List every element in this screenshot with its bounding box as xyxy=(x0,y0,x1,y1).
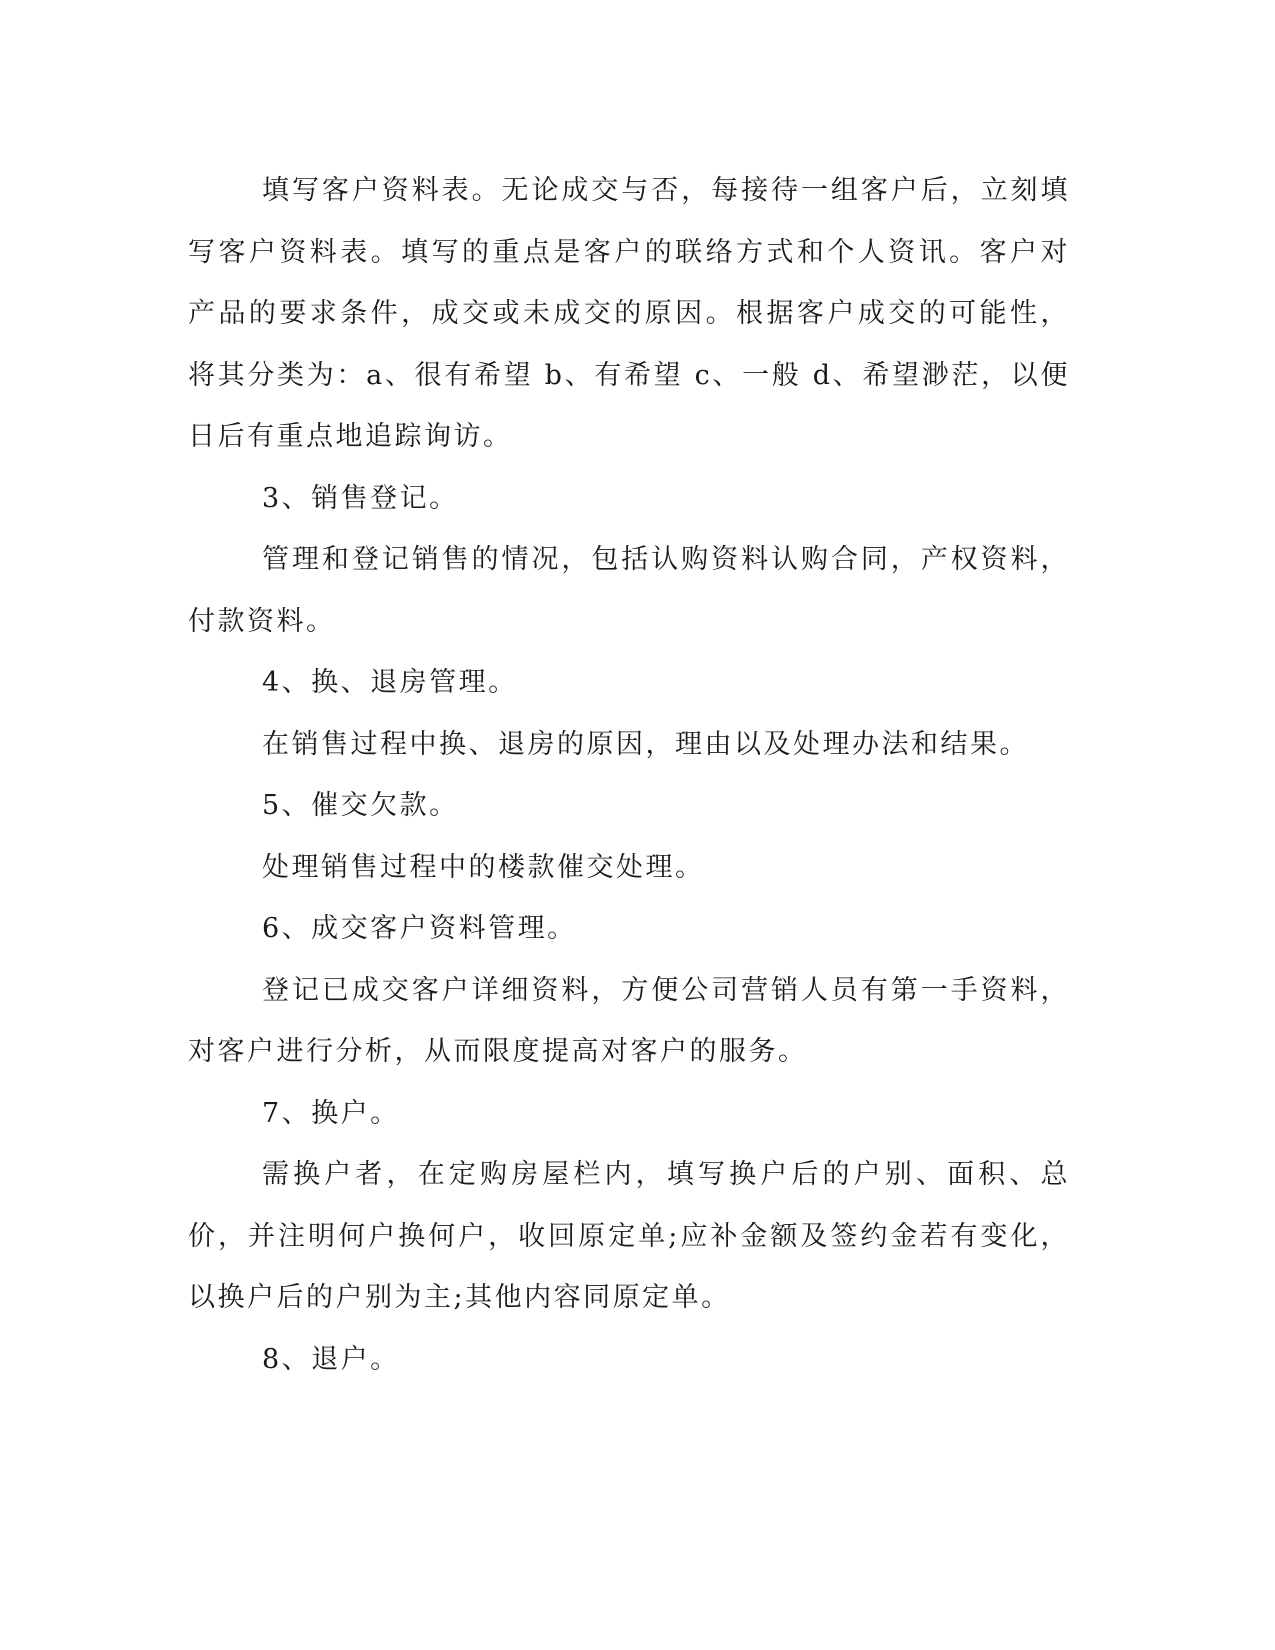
paragraph-exchange-refund: 在销售过程中换、退房的原因，理由以及处理办法和结果。 xyxy=(262,728,1029,760)
paragraph-payment-reminder: 处理销售过程中的楼款催交处理。 xyxy=(262,851,705,883)
paragraph-sales-registration: 管理和登记销售的情况，包括认购资料认购合同，产权资料，付款资料。 xyxy=(188,544,1070,637)
heading-payment-reminder: 5、催交欠款。 xyxy=(262,790,459,821)
heading-unit-refund: 8、退户。 xyxy=(262,1343,400,1375)
heading-sales-registration: 3、销售登记。 xyxy=(262,482,459,514)
paragraph-unit-exchange: 需换户者，在定购房屋栏内，填写换户后的户别、面积、总价，并注明何户换何户，收回原定单;应补金额及签约金若有变化，以换户后的户别为主;其他内容同原定单。 xyxy=(188,1159,1070,1313)
paragraph-customer-record: 填写客户资料表。无论成交与否，每接待一组客户后，立刻填写客户资料表。填写的重点是客户的联络方式和个人资讯。客户对产品的要求条件，成交或未成交的原因。根据客户成交的可能性，将其分类为：a、很有希望 b、有希望 c、一般 d、希望渺茫，以便日后有重点地追踪询访。 xyxy=(188,175,1070,452)
heading-closed-customer-records: 6、成交客户资料管理。 xyxy=(262,913,577,944)
document-body xyxy=(188,160,1070,1390)
paragraph-closed-customer-records: 登记已成交客户详细资料，方便公司营销人员有第一手资料，对客户进行分析，从而限度提高对客户的服务。 xyxy=(188,974,1070,1067)
heading-exchange-refund: 4、换、退房管理。 xyxy=(262,667,518,698)
heading-unit-exchange: 7、换户。 xyxy=(262,1097,400,1129)
